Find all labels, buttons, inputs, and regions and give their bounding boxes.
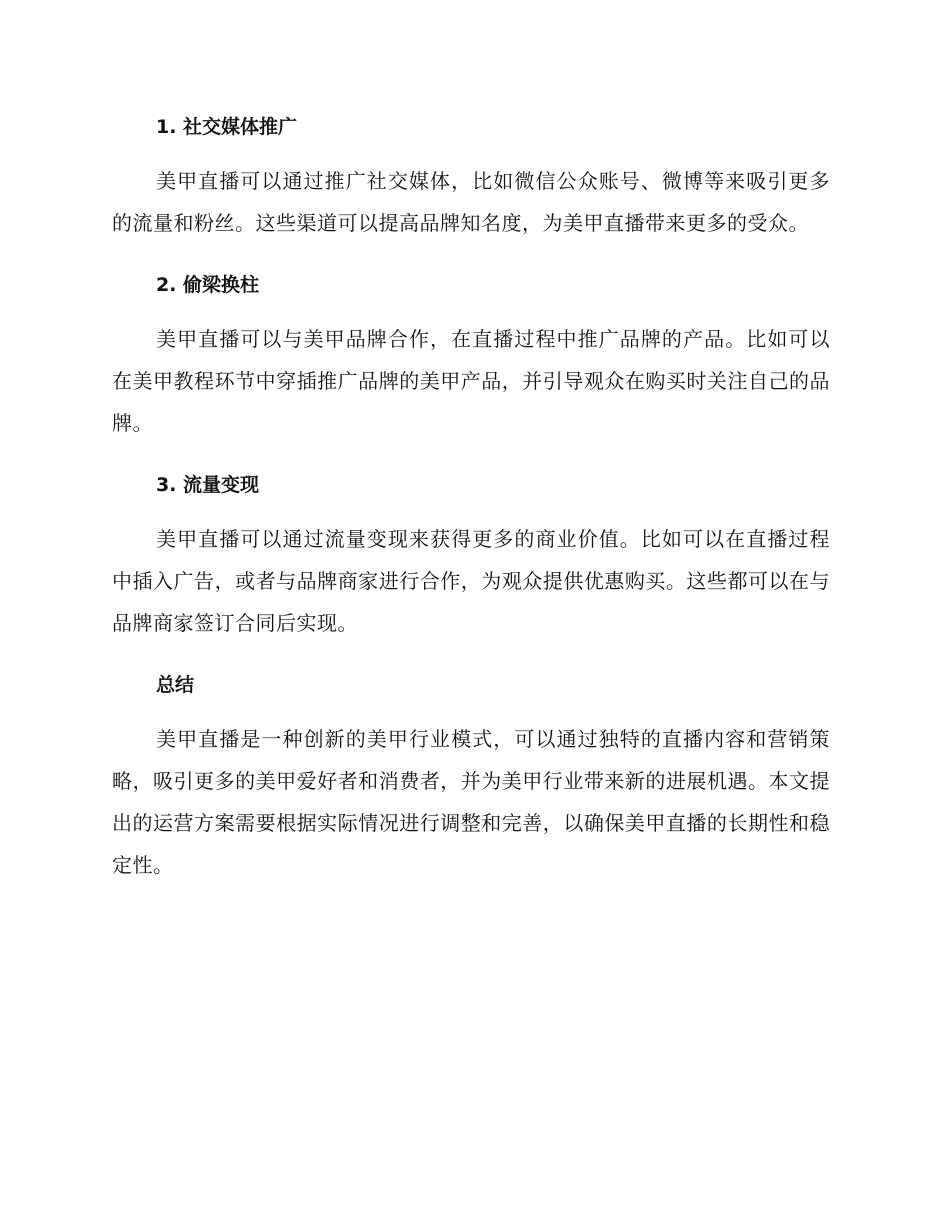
section-social-media-promotion bbox=[112, 108, 830, 244]
section-paragraph: 美甲直播是一种创新的美甲行业模式，可以通过独特的直播内容和营销策略，吸引更多的美甲爱好者和消费者，并为美甲行业带来新的进展机遇。本文提出的运营方案需要根据实际情况进行调整和完善，以确保美甲直播的长期性和稳定性。 bbox=[112, 727, 830, 877]
section-heading: 2. 偷梁换柱 bbox=[156, 274, 260, 296]
document-page bbox=[112, 108, 830, 908]
section-heading: 总结 bbox=[156, 674, 195, 696]
section-brand-integration bbox=[112, 266, 830, 444]
section-summary bbox=[112, 666, 830, 886]
section-paragraph: 美甲直播可以通过推广社交媒体，比如微信公众账号、微博等来吸引更多的流量和粉丝。这些渠道可以提高品牌知名度，为美甲直播带来更多的受众。 bbox=[112, 169, 830, 235]
section-paragraph: 美甲直播可以与美甲品牌合作，在直播过程中推广品牌的产品。比如可以在美甲教程环节中穿插推广品牌的美甲产品，并引导观众在购买时关注自己的品牌。 bbox=[112, 327, 830, 435]
section-heading: 3. 流量变现 bbox=[156, 474, 260, 496]
section-paragraph: 美甲直播可以通过流量变现来获得更多的商业价值。比如可以在直播过程中插入广告，或者与品牌商家进行合作，为观众提供优惠购买。这些都可以在与品牌商家签订合同后实现。 bbox=[112, 527, 830, 635]
section-traffic-monetization bbox=[112, 466, 830, 644]
section-heading: 1. 社交媒体推广 bbox=[156, 116, 298, 138]
